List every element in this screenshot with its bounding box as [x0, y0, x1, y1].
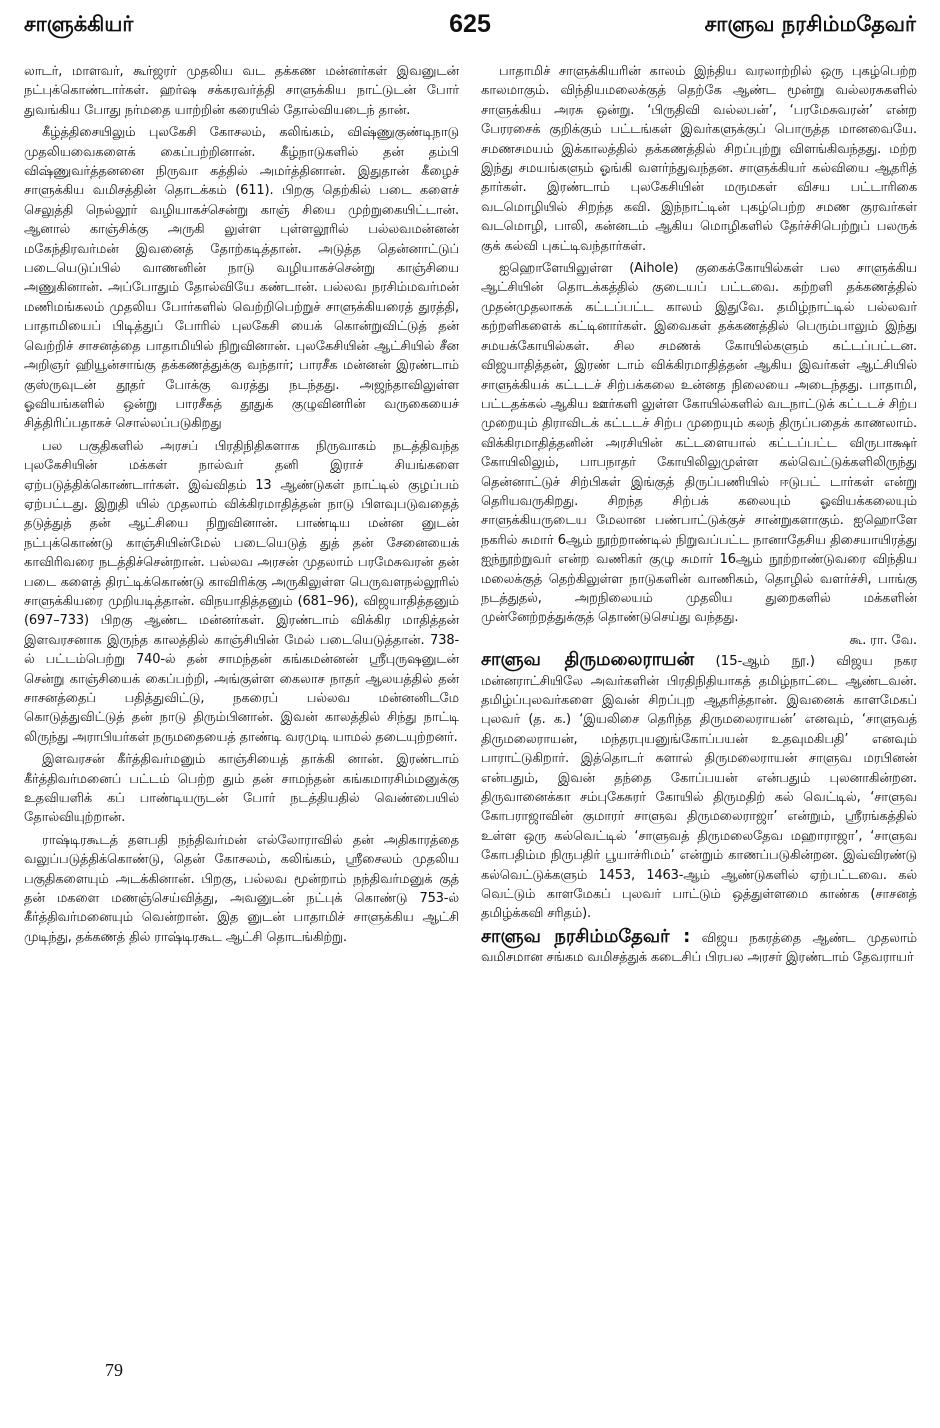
author-signature: கூ. ரா. வே.: [849, 632, 917, 648]
page-number: 625: [449, 10, 491, 38]
paragraph: இளவரசன் கீர்த்திவர்மனும் காஞ்சியைத் தாக்கி னான். இரண்டாம் கீர்த்திவர்மனைப் பட்டம் பெற்ற தும் தன் சாமந்தன் கங்கமாரசிம்மனுக்கு உதவியளிக் கப் பாண்டியருடன் போர் நடத்தியதில் வெண்பையில் தோல்வியுற்றான்.: [24, 752, 459, 826]
paragraph: ஐஹொளேயிலுள்ள (Aihole) குகைக்கோயில்கள் பல சாளுக்கிய ஆட்சியின் தொடக்கத்தில் குடையப் பட்டவை. கற்றளி தக்கணத்தில் முதன்முதலாகக் கட்டப்பட்ட காலம் இதுவே. தமிழ்நாட்டில் பல்லவர் கற்றளிகளைக் கட்டினார்கள். இவைகள் தக்கணத்தில் பெரும்பாலும் இந்து சமயக்கோயில்கள். சில சமணக் கோயில்களும் கட்டப்பட்டன. விஜயாதித்தன், இரண் டாம் விக்கிரமாதித்தன் ஆகிய இவர்கள் ஆட்சியில் சாளுக்கியக் கட்டடச் சிற்பக்கலை உன்னத நிலையை அடைந்தது. பாதாமி, பட்டதக்கல் ஆகிய ஊர்களி லுள்ள கோயில்களில் வடநாட்டுக் கட்டடச் சிற்ப முறையும் திராவிடக் கட்டடச் சிற்ப முறையும் கலந் திருப்பதைக் காணலாம். விக்கிரமாதித்தனின் அரசியின் கட்டளையால் கட்டப்பட்ட விருபாக்ஷர் கோயிலிலும், பாபநாதர் கோயிலிலுமுள்ள கல்வெட்டுக்களிலிருந்து தென்னாட்டுச் சிற்பிகள் இங்குத் திருப்பணியில் ஈடுபட் டார்கள் என்று தெரியவருகிறது. சிறந்த சிற்பக் கலையும் ஓவியக்கலையும் சாளுக்கியருடைய மேலான பண்பாட்டுக்குச் சான்றுகளாகும். ஐஹொளே நகரில் சுமார் 6ஆம் நூற்றாண்டில் நிறுவப்பட்ட நானாதேசிய திசையாயிரத்து ஐந்நூற்றுவர் என்ற வணிகர் குழு சுமார் 16ஆம் நூற்றாண்டுவரை விந்திய மலைக்குத் தெற்கிலுள்ள நாடுகளின் வாணிகம், தொழில் வளர்ச்சி, பாங்கு நடத்துதல், அறநிலையம் முதலிய துறைகளில் மக்களின் முன்னேற்றத்துக்குத் தொண்டுசெய்து வந்தது.: [481, 261, 917, 626]
left-column: [24, 62, 459, 950]
entry-salva-narasimhadevar: [481, 927, 917, 968]
entry-title: சாளுவ திருமலைராயன்: [481, 649, 695, 671]
entry-salva-thirumalairayan: [481, 650, 917, 924]
page-header: [24, 4, 916, 50]
paragraph: ராஷ்டிரகூடத் தளபதி நந்திவர்மன் எல்லோராவில் தன் அதிகாரத்தை வலுப்படுத்திக்கொண்டு, தென் கோசலம், கலிங்கம், ஸ்ரீசைலம் முதலிய பகுதிகளையும் அடக்கினான். பிறகு, பல்லவ மூன்றாம் நந்திவர்மனுக் குத் தன் மகளை மணஞ்செய்வித்து, அவனுடன் நட்புக் கொண்டு 753-ல் கீர்த்திவர்மனையும் வென்றான். இத னுடன் பாதாமிச் சாளுக்கிய ஆட்சி முடிந்து, தக்கணத் தில் ராஷ்டிரகூட ஆட்சி தொடங்கிற்று.: [24, 832, 459, 945]
paragraph: பல பகுதிகளில் அரசப் பிரதிநிதிகளாக நிருவாகம் நடத்திவந்த புலகேசியின் மக்கள் நால்வர் தனி இராச் சியங்களை ஏற்படுத்திக்கொண்டார்கள். இவ்விதம் 13 ஆண்டுகள் நாட்டில் குழப்பம் ஏற்பட்டது. இறுதி யில் முதலாம் விக்கிரமாதித்தன் நாடு பிளவுபடுவதைத் தடுத்துத் தன் ஆட்சியை நிறுவினான். பாண்டிய மன்ன னுடன் நட்புக்கொண்டு காஞ்சியின்மேல் படையெடுத் துத் தன் சேனையைக் காவிரிவரை நடத்திச்சென்றான். பல்லவ அரசன் முதலாம் பரமேசுவரன் தன் படை களைத் திரட்டிக்கொண்டு காவிரிக்கு அருகிலுள்ள பெருவளநல்லூரில் சாளுக்கியரை முறியடித்தான். விநயாதித்தனும் (681–96), விஜயாதித்தனும் (697–733) பிறகு ஆண்ட மன்னர்கள். இரண்டாம் விக்கிர மாதித்தன் இளவரசனாக இருந்த காலத்தில் காஞ்சியின் மேல் படையெடுத்தான். 738-ல் பட்டம்பெற்று 740-ல் தன் சாமந்தன் கங்கமன்னன் ஸ்ரீபுருஷனுடன் சென்று காஞ்சியைக் கைப்பற்றி, அங்குள்ள கைலாச நாதர் ஆலயத்தில் தன் சாசனத்தைப் பதித்துவிட்டு, நகரைப் பல்லவ மன்னனிடமே கொடுத்துவிட்டுத் தன் நாடு திரும்பினான். இவன் காலத்தில் சிந்து நாட்டி லிருந்து அராபியர்கள் நருமதையைத் தாண்டி வரமுடி யாமல் தடையுற்றனர்.: [24, 438, 459, 745]
entry-body: விஜய நகர மன்னராட்சியிலே அவர்களின் பிரதிநிதியாகத் தமிழ்நாட்டை ஆண்டவன். தமிழ்ப்புலவர்களை இவன் சிறப்புற ஆதரித்தான். இவனைக் காளமேகப் புலவர் (த. க.) ‘இயலிசை தெரிந்த திருமலைராயன்’ எனவும், ‘சாளுவத் திருமலைராயன், மந்தரபுயனுங்கோப்பயன் உதவுமகிபதி’ எனவும் பாராட்டுகிறார். இத்தொடர் களால் திருமலைராயன் சாளுவ மரபினன் என்பதும், இவன் தந்தை கோப்பயன் என்பதும் புலனாகின்றன. திருவானைக்கா சம்புகேசுரர் கோயில் திருமதிற் கல் வெட்டில், ‘சாளுவ கோபராஜாவின் குமாரர் சாளுவ திருமலைராஜா’ என்றும், ஸ்ரீரங்கத்தில் உள்ள ஒரு கல்வெட்டில் ‘சாளுவத் திருமலைதேவ மஹாராஜா’, ‘சாளுவ கோபதிம்ம நிருபதிர் பூயாச்ரிமம்’ என்றும் காணப்படுகின்றன. இவ்விரண்டு கல்வெட்டுக்களும் 1453, 1463-ஆம் ஆண்டுகளில் ஏற்பட்டவை. கல் வெட்டும் காளமேகப் புலவர் பாட்டும் ஒத்துள்ளமை காண்க (சாசனத் தமிழ்க்கவி சரிதம்).: [481, 654, 918, 922]
signature-mark: 79: [105, 1360, 123, 1380]
paragraph: பாதாமிச் சாளுக்கியரின் காலம் இந்திய வரலாற்றில் ஒரு புகழ்பெற்ற காலமாகும். விந்தியமலைக்குத் தெற்கே ஆண்ட மூன்று வல்லரசுகளில் சாளுக்கிய அரசு ஒன்று. ‘பிருதிவி வல்லபன்’, ‘பரமேசுவரன்’ என்ற பேரரசைக் குறிக்கும் பட்டங்கள் இவர்களுக்குப் பொருத்த மானவையே. சமணசமயம் இக்காலத்தில் தக்கணத்தில் சிறப்புற்று விளங்கிவந்தது. மற்ற இந்து சமயங்களும் ஓங்கி வளர்ந்துவந்தன. சாளுக்கியர் கல்வியை ஆதரித் தார்கள். இரண்டாம் புலகேசியின் மருமகள் விசய பட்டாரிகை வடமொழியில் சிறந்த கவி. இந்நாட்டின் புகழ்பெற்ற சமண குரவர்கள் வடமொழி, பாலி, கன்னடம் ஆகிய மொழிகளில் தேர்ச்சிபெற்றுப் பலருக் குக் கல்வி புகட்டிவந்தார்கள்.: [481, 64, 917, 254]
running-head-right: சாளுவ நரசிம்மதேவர்: [704, 12, 916, 36]
running-head-left: சாளுக்கியர்: [24, 12, 134, 36]
entry-body: விஜய நகரத்தை ஆண்ட முதலாம் வமிசமான சங்கம வமிசத்துக் கடைசிப் பிரபல அரசர் இரண்டாம் தேவராயர்: [481, 930, 917, 966]
entry-period: (15-ஆம் நூ.): [715, 653, 815, 670]
paragraph: கீழ்த்திசையிலும் புலகேசி கோசலம், கலிங்கம், விஷ்ணுகுண்டிநாடு முதலியவைகளைக் கைப்பற்றினான். கீழ்நாடுகளில் தன் தம்பி விஷ்ணுவர்த்தனனை நிருவா கத்தில் அமர்த்தினான். இதுதான் கீழைச் சாளுக்கிய வமிசத்தின் தொடக்கம் (611). பிறகு தெற்கில் படை களைச் செலுத்தி நெல்லூர் வழியாகச்சென்று காஞ் சியை முற்றுகையிட்டான். ஆனால் காஞ்சிக்கு அருகி லுள்ள புள்ளலூரில் பல்லவமன்னன் மகேந்திரவர்மன் இவனைத் தோற்கடித்தான். அடுத்த தென்னாட்டுப் படையெடுப்பில் வாணனின் நாடு வழியாகச்சென்று காஞ்சியை அணுகினான். அப்போதும் தோல்வியே கண்டான். பல்லவ நரசிம்மவர்மன் மணிமங்கலம் முதலிய போர்களில் வெற்றிபெற்றுச் சாளுக்கியரைத் துரத்தி, பாதாமியைப் பிடித்துப் போரில் புலகேசி யைக் கொன்றுவிட்டுத் தன் வெற்றிச் சாசனத்தை பாதாமியில் நிறுவினான். புலகேசியின் ஆட்சியில் சீன அறிஞர் ஹியூன்சாங்கு தக்கணத்துக்கு வந்தார்; பாரசீக மன்னன் இரண்டாம் குஸ்ருவுடன் தூதர் போக்கு வரத்து நடந்தது. அஜந்தாவிலுள்ள ஓவியங்களில் ஒன்று பாரசீகத் தூதுக் குழுவினரின் வருகையைச் சித்திரிப்பதாகச் சொல்லப்படுகிறது: [24, 125, 459, 432]
paragraph: லாடர், மாளவர், கூர்ஜரர் முதலிய வட தக்கண மன்னர்கள் இவனுடன் நட்புக்கொண்டார்கள். ஹர்ஷ சக்கரவர்த்தி சாளுக்கிய நாட்டுடன் போர் துவங்கிய போது நர்மதை யாற்றின் கரையில் தோல்வியடைந் தான்.: [24, 64, 459, 118]
entry-title: சாளுவ நரசிம்மதேவர் :: [481, 925, 691, 947]
right-column: [481, 62, 917, 971]
